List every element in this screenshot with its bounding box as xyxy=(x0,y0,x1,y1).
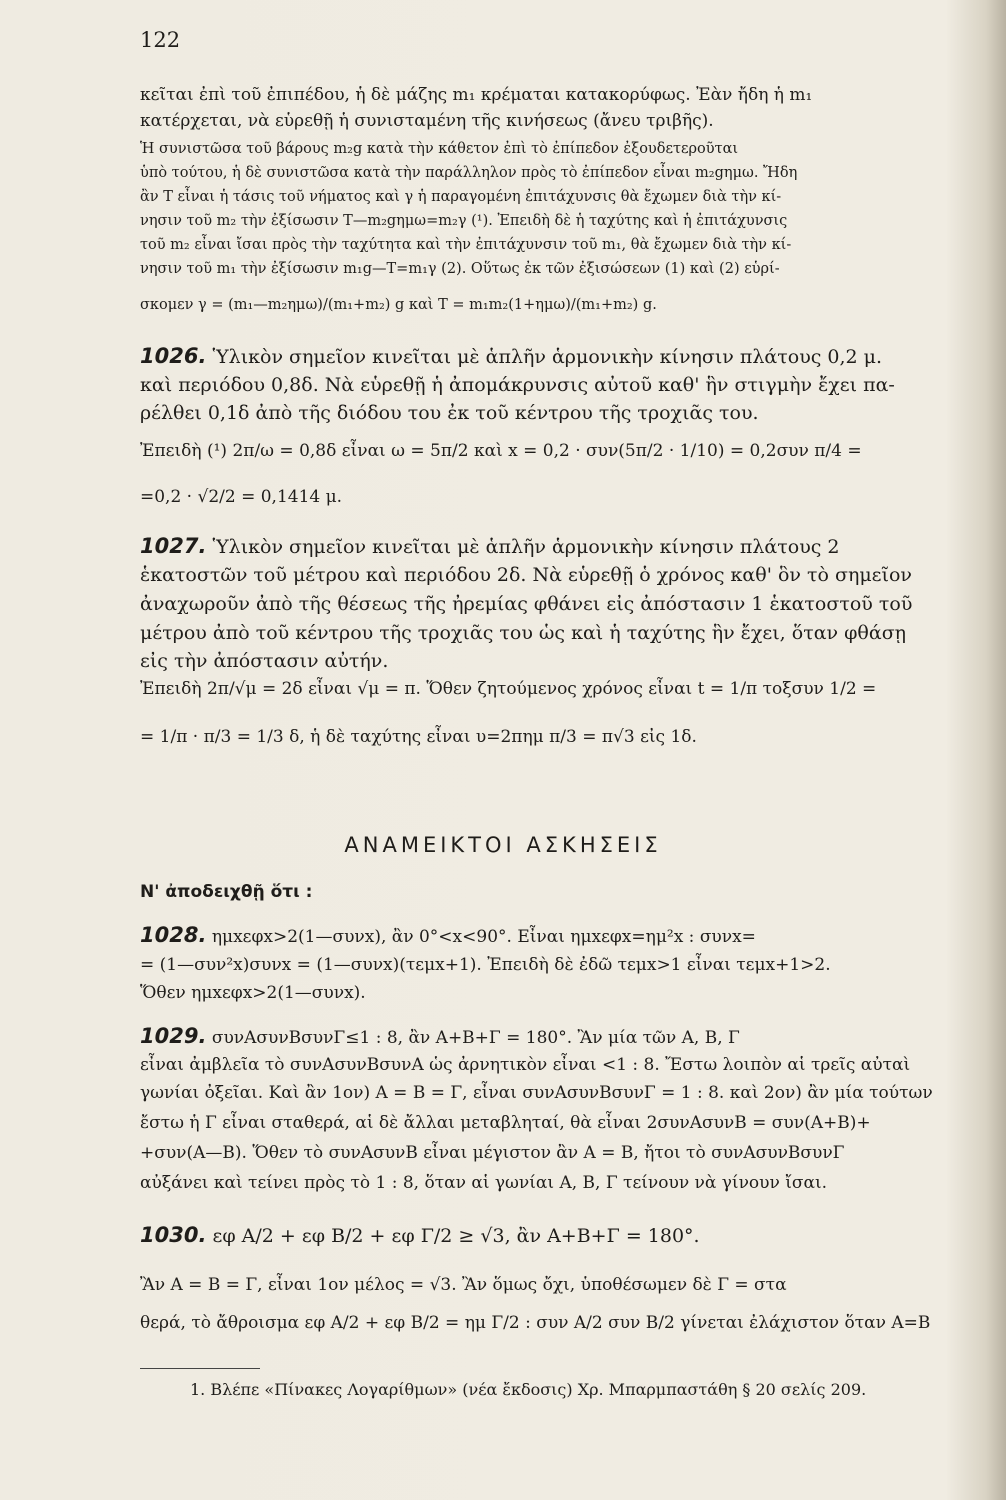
text-line: τοῦ m₂ εἶναι ἴσαι πρὸς τὴν ταχύτητα καὶ τὴν ἐπιτάχυνσιν τοῦ m₁, θὰ ἔχωμεν διὰ τὴν κί- xyxy=(140,237,792,253)
exercise-number: 1029. xyxy=(140,1024,207,1048)
text-line: ἀναχωροῦν ἀπὸ τῆς θέσεως τῆς ἠρεμίας φθάνει εἰς ἀπόστασιν 1 ἑκατοστοῦ τοῦ xyxy=(140,593,913,615)
exercise-text: Ὑλικὸν σημεῖον κινεῖται μὲ ἁπλῆν ἁρμονικὴν κίνησιν πλάτους 0,2 μ. xyxy=(212,346,883,368)
exercise-1029 xyxy=(140,1023,976,1051)
text-line: καὶ περιόδου 0,8δ. Νὰ εὑρεθῇ ἡ ἀπομάκρυνσις αὐτοῦ καθ' ἣν στιγμὴν ἔχει πα- xyxy=(140,374,895,396)
text-line: ἑκατοστῶν τοῦ μέτρου καὶ περιόδου 2δ. Νὰ εὑρεθῇ ὁ χρόνος καθ' ὃν τὸ σημεῖον xyxy=(140,564,912,586)
text-line: γωνίαι ὀξεῖαι. Καὶ ἂν 1ον) Α = Β = Γ, εἶναι συνΑσυνΒσυνΓ = 1 : 8. καὶ 2ον) ἂν μία τούτων xyxy=(140,1083,933,1103)
exercise-1030 xyxy=(140,1222,976,1249)
exercise-1027 xyxy=(140,533,976,560)
text-line: +συν(Α—Β). Ὅθεν τὸ συνΑσυνΒ εἶναι μέγιστον ἂν Α = Β, ἤτοι τὸ συνΑσυνΒσυνΓ xyxy=(140,1143,845,1163)
text-line: νησιν τοῦ m₂ τὴν ἐξίσωσιν Τ—m₂gημω=m₂γ (¹). Ἐπειδὴ δὲ ἡ ταχύτης καὶ ἡ ἐπιτάχυνσις xyxy=(140,213,788,229)
text-line: Ἂν Α = Β = Γ, εἶναι 1ον μέλος = √3. Ἂν ὅμως ὄχι, ὑποθέσωμεν δὲ Γ = στα xyxy=(140,1275,787,1295)
text-line: ἔστω ἡ Γ εἶναι σταθερά, αἱ δὲ ἄλλαι μεταβληταί, θὰ εἶναι 2συνΑσυνΒ = συν(Α+Β)+ xyxy=(140,1113,871,1133)
formula-line: Ἐπειδὴ 2π/√μ = 2δ εἶναι √μ = π. Ὅθεν ζητούμενος χρόνος εἶναι t = 1/π τοξσυν 1/2 = xyxy=(140,679,877,699)
formula-line: σκομεν γ = (m₁—m₂ημω)/(m₁+m₂) g καὶ Τ = m₁m₂(1+ημω)/(m₁+m₂) g. xyxy=(140,297,657,313)
text-line: ρέλθει 0,1δ ἀπὸ τῆς διόδου του ἐκ τοῦ κέντρου τῆς τροχιᾶς του. xyxy=(140,402,759,424)
exercise-text: εφ Α/2 + εφ Β/2 + εφ Γ/2 ≥ √3, ἂν Α+Β+Γ = 180°. xyxy=(212,1225,700,1247)
section-subheading: Ν' ἀποδειχθῇ ὅτι : xyxy=(140,882,313,902)
text-line: κεῖται ἐπὶ τοῦ ἐπιπέδου, ἡ δὲ μάζης m₁ κρέμαται κατακορύφως. Ἐὰν ἤδη ἡ m₁ xyxy=(140,85,813,105)
exercise-number: 1026. xyxy=(140,344,207,368)
exercise-1026 xyxy=(140,343,976,370)
text-line: ἂν Τ εἶναι ἡ τάσις τοῦ νήματος καὶ γ ἡ παραγομένη ἐπιτάχυνσις θὰ ἔχωμεν διὰ τὴν κί- xyxy=(140,189,782,205)
page-number: 122 xyxy=(140,28,181,52)
exercise-text: συνΑσυνΒσυνΓ≤1 : 8, ἂν Α+Β+Γ = 180°. Ἂν μία τῶν Α, Β, Γ xyxy=(211,1028,740,1048)
text-line: κατέρχεται, νὰ εὑρεθῇ ἡ συνισταμένη τῆς κινήσεως (ἄνευ τριβῆς). xyxy=(140,111,714,131)
text-line: Ἡ συνιστῶσα τοῦ βάρους m₂g κατὰ τὴν κάθετον ἐπὶ τὸ ἐπίπεδον ἐξουδετεροῦται xyxy=(140,141,739,157)
text-line: Ὅθεν ημxεφx>2(1—συνx). xyxy=(140,983,366,1003)
exercise-text: Ὑλικὸν σημεῖον κινεῖται μὲ ἁπλῆν ἁρμονικὴν κίνησιν πλάτους 2 xyxy=(212,536,840,558)
exercise-number: 1030. xyxy=(140,1223,207,1247)
text-line: νησιν τοῦ m₁ τὴν ἐξίσωσιν m₁g—Τ=m₁γ (2). Οὕτως ἐκ τῶν ἐξισώσεων (1) καὶ (2) εὑρί- xyxy=(140,261,780,277)
exercise-number: 1027. xyxy=(140,534,207,558)
text-line: εἶναι ἀμβλεῖα τὸ συνΑσυνΒσυνΑ ὡς ἀρνητικὸν εἶναι <1 : 8. Ἔστω λοιπὸν αἱ τρεῖς αὐταὶ xyxy=(140,1055,911,1075)
footnote-divider xyxy=(140,1368,260,1369)
exercise-number: 1028. xyxy=(140,923,207,947)
text-line: = (1—συν²x)συνx = (1—συνx)(τεμx+1). Ἐπειδὴ δὲ ἐδῶ τεμx>1 εἶναι τεμx+1>2. xyxy=(140,955,831,975)
formula-line: =0,2 · √2/2 = 0,1414 μ. xyxy=(140,487,343,507)
footnote: 1. Βλέπε «Πίνακες Λογαρίθμων» (νέα ἔκδοσις) Χρ. Μπαρμπαστάθη § 20 σελίς 209. xyxy=(190,1380,867,1399)
text-line: μέτρου ἀπὸ τοῦ κέντρου τῆς τροχιᾶς του ὡς καὶ ἡ ταχύτης ἣν ἔχει, ὅταν φθάσῃ xyxy=(140,622,907,644)
formula-line: = 1/π · π/3 = 1/3 δ, ἡ δὲ ταχύτης εἶναι υ=2πημ π/3 = π√3 εἰς 1δ. xyxy=(140,727,697,747)
formula-line: θερά, τὸ ἄθροισμα εφ Α/2 + εφ Β/2 = ημ Γ/2 : συν Α/2 συν Β/2 γίνεται ἐλάχιστον ὅταν Α=Β xyxy=(140,1313,931,1333)
text-line: αὐξάνει καὶ τείνει πρὸς τὸ 1 : 8, ὅταν αἱ γωνίαι Α, Β, Γ τείνουν νὰ γίνουν ἴσαι. xyxy=(140,1173,828,1193)
exercise-text: ημxεφx>2(1—συνx), ἂν 0°<x<90°. Εἶναι ημxεφx=ημ²x : συνx= xyxy=(211,927,756,947)
section-heading: ΑΝΑΜΕΙΚΤΟΙ ΑΣΚΗΣΕΙΣ xyxy=(344,833,662,857)
formula-line: Ἐπειδὴ (¹) 2π/ω = 0,8δ εἶναι ω = 5π/2 καὶ x = 0,2 · συν(5π/2 · 1/10) = 0,2συν π/4 = xyxy=(140,441,862,461)
exercise-1028 xyxy=(140,922,976,950)
text-line: εἰς τὴν ἀπόστασιν αὐτήν. xyxy=(140,650,389,672)
text-line: ὑπὸ τούτου, ἡ δὲ συνιστῶσα κατὰ τὴν παράλληλον πρὸς τὸ ἐπίπεδον εἶναι m₂gημω. Ἤδη xyxy=(140,165,798,181)
